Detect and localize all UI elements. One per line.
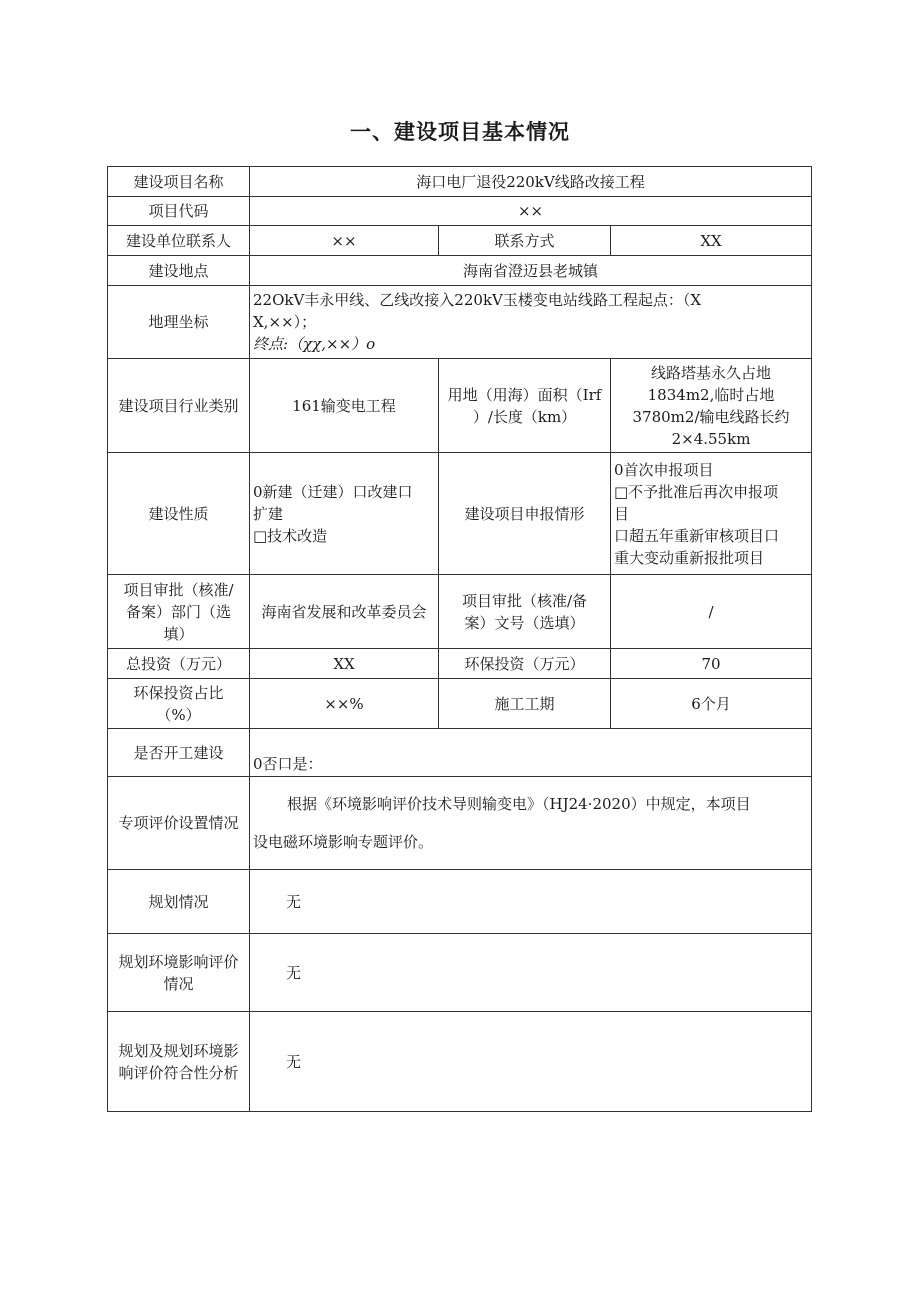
- planning-eia-label-line: 情况: [163, 974, 194, 993]
- nature-option: 扩建: [253, 504, 284, 523]
- nature-option: 0新建（迁建）口改建口: [253, 482, 413, 501]
- table-row: [108, 197, 812, 226]
- planning-eia-label: [108, 934, 250, 1012]
- total-investment-value: XX: [250, 649, 439, 679]
- started-label: 是否开工建设: [108, 729, 250, 777]
- declaration-option: 口超五年重新审核项目口: [614, 526, 780, 545]
- special-eval-line: 根据《环境影响评价技术导则输变电》（HJ24·2020）中规定，本项目: [287, 795, 751, 813]
- industry-label: 建设项目行业类别: [108, 359, 250, 453]
- planning-eia-value: 无: [250, 934, 812, 1012]
- table-row: [108, 359, 812, 453]
- planning-compliance-value: 无: [250, 1012, 812, 1112]
- land-area-value: [611, 359, 812, 453]
- basic-info-table: [107, 166, 812, 1112]
- table-row: [108, 679, 812, 729]
- approval-no-label-line: 案）文号（选填）: [464, 613, 585, 632]
- coordinates-line: X,××）；: [253, 313, 317, 331]
- env-ratio-label: [108, 679, 250, 729]
- project-code-value: ××: [250, 197, 812, 226]
- coordinates-line: 22OkV丰永甲线、乙线改接入220kV玉楼变电站线路工程起点：（X: [253, 291, 702, 309]
- approval-dept-label: [108, 575, 250, 649]
- special-eval-label: 专项评价设置情况: [108, 777, 250, 870]
- approval-dept-label-line: 项目审批（核准/: [123, 580, 234, 599]
- table-row: [108, 870, 812, 934]
- declaration-value: [611, 453, 812, 575]
- land-area-label: [439, 359, 611, 453]
- planning-label: 规划情况: [108, 870, 250, 934]
- project-code-label: 项目代码: [108, 197, 250, 226]
- industry-value: 161输变电工程: [250, 359, 439, 453]
- land-area-line: 线路塔基永久占地: [651, 363, 772, 382]
- page-title: 一、建设项目基本情况: [350, 120, 570, 144]
- table-row: [108, 649, 812, 679]
- nature-label: 建设性质: [108, 453, 250, 575]
- declaration-option: 重大变动重新报批项目: [614, 548, 765, 567]
- land-area-label-line: 用地（用海）面积（Irf: [447, 385, 602, 404]
- coordinates-label: 地理坐标: [108, 286, 250, 359]
- table-row: [108, 777, 812, 870]
- planning-compliance-label-line: 规划及规划环境影: [118, 1041, 239, 1060]
- planning-compliance-label: [108, 1012, 250, 1112]
- env-ratio-value: ××%: [250, 679, 439, 729]
- table-row: [108, 1012, 812, 1112]
- project-name-value: 海口电厂退役220kV线路改接工程: [250, 167, 812, 197]
- approval-no-label-line: 项目审批（核准/备: [461, 591, 588, 610]
- land-area-label-line: ）/长度（km）: [472, 407, 577, 426]
- declaration-option: 目: [614, 504, 630, 523]
- land-area-line: 3780m2/输电线路长约: [632, 407, 790, 426]
- nature-option: □技术改造: [253, 526, 328, 545]
- location-label: 建设地点: [108, 256, 250, 286]
- contact-label: 建设单位联系人: [108, 226, 250, 256]
- approval-dept-value: 海南省发展和改革委员会: [250, 575, 439, 649]
- declaration-option: □不予批准后再次申报项: [614, 482, 779, 501]
- contact-value: ××: [250, 226, 439, 256]
- env-investment-value: 70: [611, 649, 812, 679]
- table-row: [108, 286, 812, 359]
- coordinates-end: 终点:（χχ,××）o: [253, 335, 376, 353]
- declaration-label: 建设项目申报情形: [439, 453, 611, 575]
- planning-compliance-label-line: 响评价符合性分析: [118, 1063, 239, 1082]
- env-investment-label: 环保投资（万元）: [439, 649, 611, 679]
- approval-no-label: [439, 575, 611, 649]
- approval-no-value: /: [611, 575, 812, 649]
- project-name-label: 建设项目名称: [108, 167, 250, 197]
- special-eval-line: 设电磁环境影响专题评价。: [253, 833, 434, 851]
- planning-value: 无: [250, 870, 812, 934]
- table-row: [108, 729, 812, 777]
- special-eval-value: [250, 777, 812, 870]
- approval-dept-label-line: 备案）部门（选: [125, 602, 231, 621]
- coordinates-value: [250, 286, 812, 359]
- table-row: [108, 226, 812, 256]
- started-value: 0否口是：: [250, 729, 812, 777]
- table-row: [108, 453, 812, 575]
- location-value: 海南省澄迈县老城镇: [250, 256, 812, 286]
- table-row: [108, 167, 812, 197]
- table-row: [108, 575, 812, 649]
- contact-method-value: XX: [611, 226, 812, 256]
- construction-period-value: 6个月: [611, 679, 812, 729]
- contact-method-label: 联系方式: [439, 226, 611, 256]
- env-ratio-label-line: （%）: [156, 705, 201, 724]
- declaration-option: 0首次申报项目: [614, 460, 714, 479]
- approval-dept-label-line: 填）: [163, 624, 194, 643]
- land-area-line: 2×4.55km: [671, 429, 751, 448]
- land-area-line: 1834m2,临时占地: [647, 385, 775, 404]
- planning-eia-label-line: 规划环境影响评价: [118, 952, 239, 971]
- construction-period-label: 施工工期: [439, 679, 611, 729]
- nature-value: [250, 453, 439, 575]
- total-investment-label: 总投资（万元）: [108, 649, 250, 679]
- table-row: [108, 256, 812, 286]
- table-row: [108, 934, 812, 1012]
- env-ratio-label-line: 环保投资占比: [133, 683, 224, 702]
